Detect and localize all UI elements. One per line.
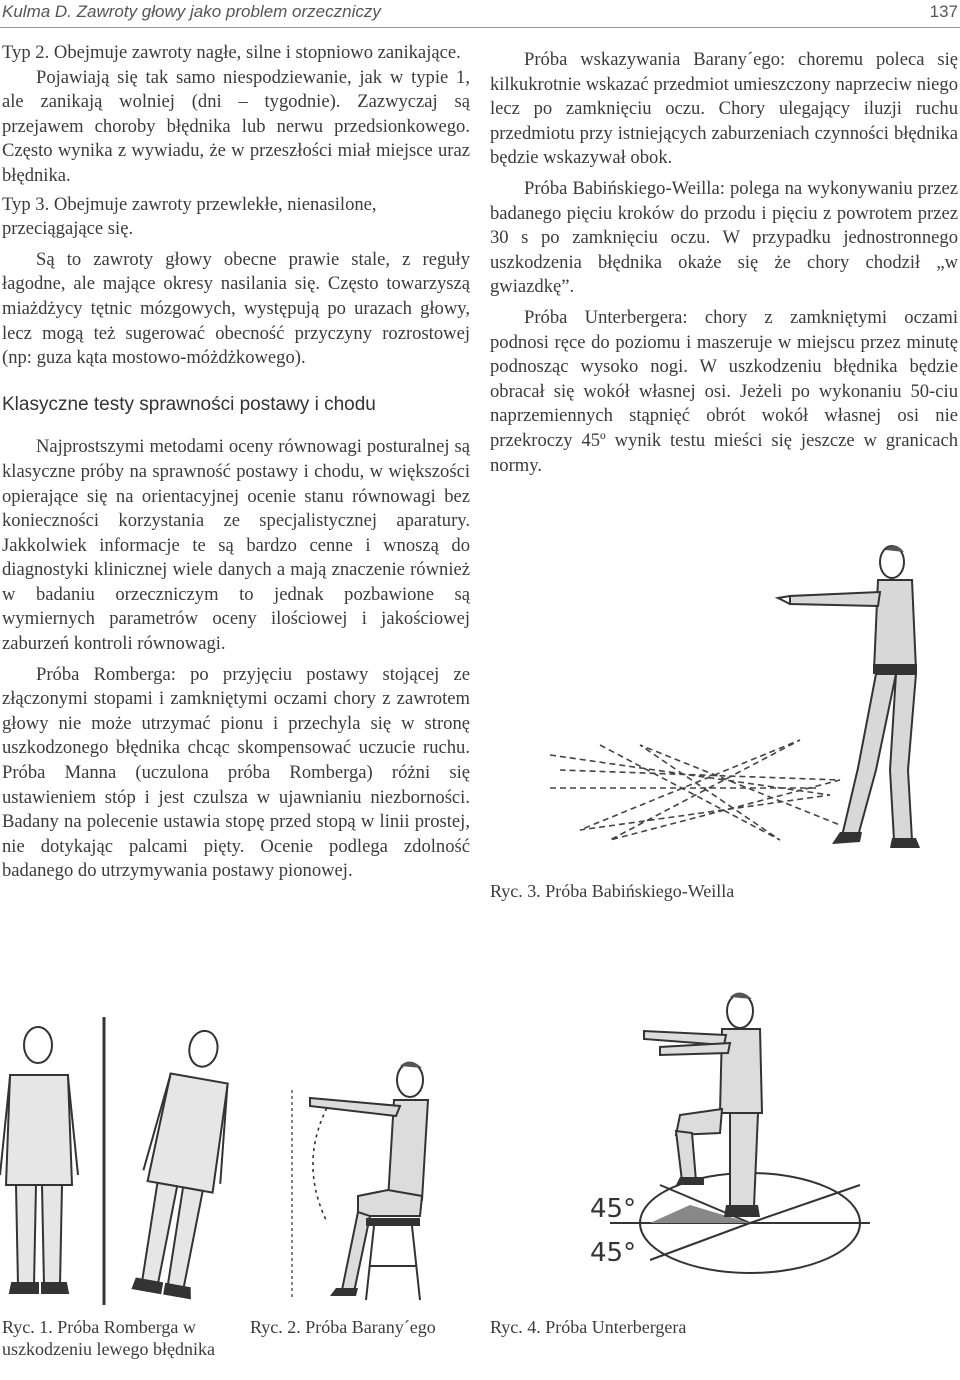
- page-number: 137: [929, 2, 958, 21]
- babinski-weill-illustration: [540, 540, 940, 870]
- unterberger-paragraph: Próba Unterbergera: chory z zamkniętymi oczami podnosi ręce do poziomu i maszeruje w miejscu przez minutę podnosząc wysoko nogi. W uszkodzeniu błędnika będzie obracał się wokół własnej osi. Jeżeli po wykonaniu 50-ciu naprzemiennych stąpnięć obrót wokół własnej osi nie przekroczy 45º wynik testu mieści się jeszcze w granicach normy.: [490, 306, 958, 476]
- angle-label-top: 45°: [590, 1194, 637, 1224]
- running-title: Kulma D. Zawroty głowy jako problem orzeczniczy: [2, 2, 381, 21]
- babinski-paragraph: Próba Babińskiego-Weilla: polega na wykonywaniu przez badanego pięciu kroków do przodu i pięciu z powrotem przez 30 s po zamknięciu oczu. W przypadku jednostronnego uszkodzenia błędnika okaże się że chory chodził „w gwiazdkę”.: [490, 177, 958, 298]
- fig3-caption: Ryc. 3. Próba Babińskiego-Weilla: [490, 881, 735, 901]
- figure-barany: [270, 1050, 460, 1310]
- barany-paragraph: Próba wskazywania Barany´ego: choremu poleca się kilkukrotnie wskazać przedmiot umieszczony naprzeciw niego lecz po zamknięciu oczu. Chory ulegający iluzji ruchu przedmiotu przy istniejących zaburzeniach czynności błędnika będzie wskazywał obok.: [490, 49, 958, 169]
- romberg-illustration: [0, 1015, 240, 1305]
- type2-title: Typ 2. Obejmuje zawroty nagłe, silne i stopniowo zanikające.: [2, 42, 461, 63]
- unterberger-illustration: [580, 985, 880, 1295]
- figure-babinski-weill: [540, 540, 940, 870]
- right-column: [490, 48, 958, 478]
- figure-unterberger: [580, 985, 880, 1295]
- classic-tests-paragraph: Najprostszymi metodami oceny równowagi posturalnej są klasyczne próby na sprawność postawy i chodu, w większości opierające się na orientacyjnej ocenie stanu równowagi bez konieczności korzystania ze specjalistycznej aparatury. Jakkolwiek informacje te są bardzo cenne i wnoszą do diagnostyki klinicznej wiele danych a mają znaczenie również w badaniu orzeczniczym to jednak pozbawione są wymiernych parametrów oceny ilościowej i jakościowej zaburzeń kontroli równowagi.: [2, 436, 470, 655]
- type2-text: Pojawiają się tak samo niespodziewanie, jak w typie 1, ale zanikają wolniej (dni – tygodnie). Zazwyczaj są przejawem choroby błędnika lub nerwu przedsionkowego. Często wynika z wywiadu, że w przeszłości miał miejsce uraz błędnika.: [2, 66, 470, 186]
- star-walk-path: [550, 740, 840, 840]
- fig4-caption: Ryc. 4. Próba Unterbergera: [490, 1317, 687, 1337]
- fig2-caption: Ryc. 2. Próba Barany´ego: [250, 1317, 436, 1337]
- type3-title: Typ 3. Obejmuje zawroty przewlekłe, nienasilone, przeciągające się.: [2, 193, 377, 240]
- barany-illustration: [270, 1050, 460, 1310]
- header-rule: [0, 27, 960, 28]
- romberg-paragraph: Próba Romberga: po przyjęciu postawy stojącej ze złączonymi stopami i zamkniętymi oczami chory z zawrotem głowy nie może utrzymać pionu i przechyla się w stronę uszkodzonego błędnika chcąc skompensować uczucie ruchu. Próba Manna (uczulona próba Romberga) różni się ustawieniem stóp i jest czulsza w ujawnianiu niezborności. Badany na polecenie ustawia stopę przed stopą w linii prostej, nie dotykając palcami pięty. Ocenie podlega zdolność badanego do utrzymywania postawy pionowej.: [2, 663, 470, 882]
- section-heading: Klasyczne testy sprawności postawy i chodu: [2, 393, 376, 415]
- fig1-caption: Ryc. 1. Próba Romberga w uszkodzeniu lewego błędnika: [2, 1317, 215, 1359]
- type3-text: Są to zawroty głowy obecne prawie stale, z reguły łagodne, ale mające okresy nasilania się. Często towarzyszą miażdżycy tętnic mózgowych, występują po urazach głowy, lecz mogą też sugerować obecność przyczyny rozrostowej (np: guza kąta mostowo-móżdżkowego).: [2, 248, 470, 369]
- figure-romberg: [0, 1015, 240, 1305]
- left-column: [2, 41, 470, 884]
- angle-label-bottom: 45°: [590, 1238, 637, 1268]
- page-header: [0, 0, 960, 28]
